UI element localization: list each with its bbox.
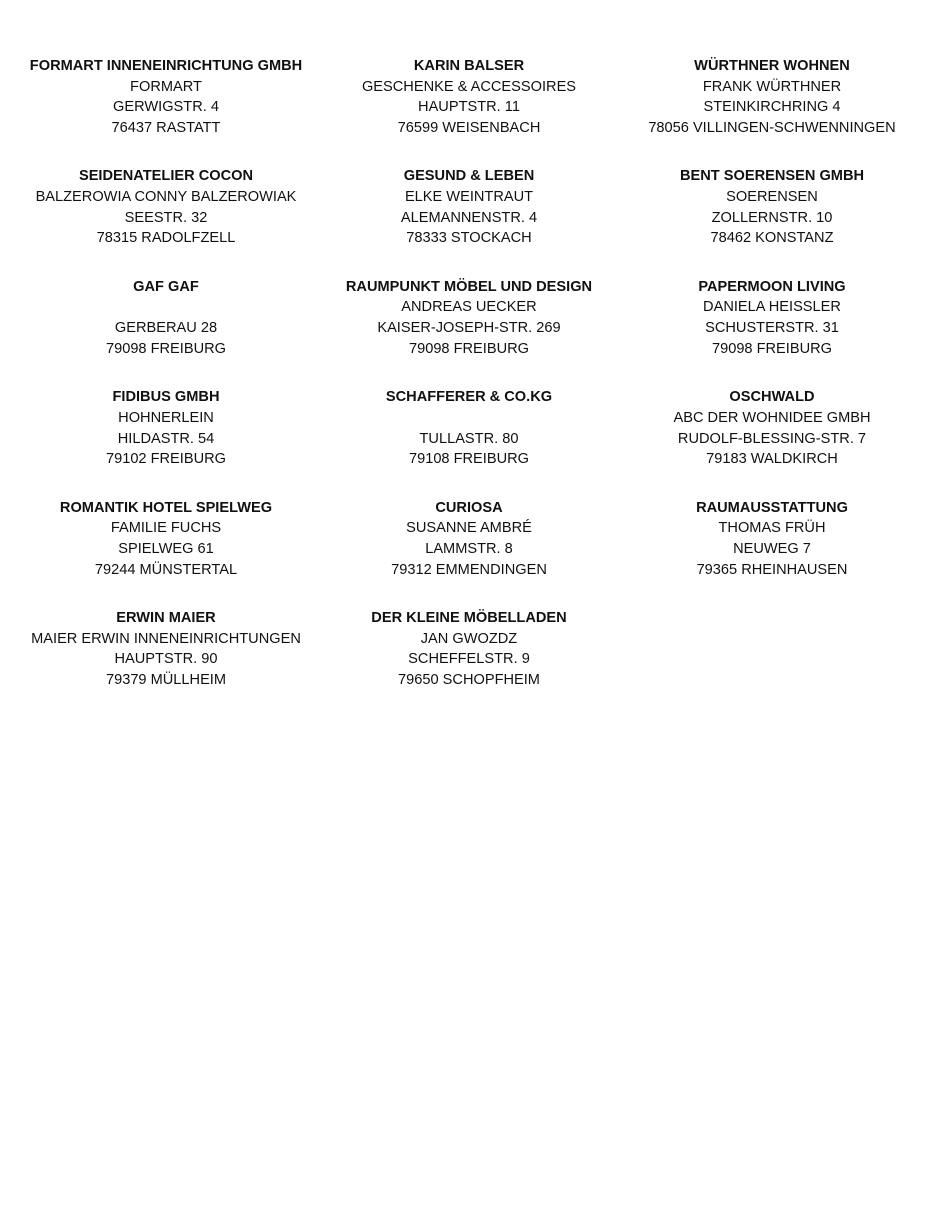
company-name: CURIOSA [435, 499, 503, 516]
address-grid [0, 56, 938, 718]
address-entry [0, 277, 332, 387]
address-entry [332, 608, 606, 718]
street-line: SPIELWEG 61 [118, 540, 214, 557]
city-line: 78315 RADOLFZELL [96, 230, 236, 247]
street-line: NEUWEG 7 [733, 540, 811, 557]
company-name: SEIDENATELIER COCON [78, 168, 254, 185]
city-line: 79102 FREIBURG [105, 451, 227, 468]
city-line: 76437 RASTATT [111, 120, 221, 137]
street-line: KAISER-JOSEPH-STR. 269 [377, 320, 561, 337]
company-name: FORMART INNENEINRICHTUNG GMBH [29, 58, 303, 74]
street-line: TULLASTR. 80 [419, 430, 519, 447]
company-name: SCHAFFERER & CO.KG [385, 389, 553, 406]
city-line: 79098 FREIBURG [711, 340, 833, 357]
address-entry [332, 277, 606, 387]
company-name: RAUMAUSSTATTUNG [696, 499, 848, 516]
address-list-page [0, 56, 938, 718]
contact-line [0, 297, 332, 318]
company-name: OSCHWALD [729, 389, 815, 406]
city-line: 76599 WEISENBACH [397, 120, 541, 137]
contact-line: ABC DER WOHNIDEE GMBH [673, 409, 871, 426]
city-line: 79098 FREIBURG [105, 340, 227, 357]
company-name: PAPERMOON LIVING [698, 278, 846, 295]
contact-line: BALZEROWIA CONNY BALZEROWIAK [35, 189, 297, 206]
contact-line [332, 408, 606, 429]
contact-line: ANDREAS UECKER [401, 299, 537, 316]
address-entry [332, 498, 606, 608]
address-entry [0, 166, 332, 276]
contact-line: FAMILIE FUCHS [110, 520, 222, 537]
company-name: RAUMPUNKT MÖBEL UND DESIGN [345, 278, 593, 295]
address-entry [0, 608, 332, 718]
address-entry [0, 498, 332, 608]
city-line: 79108 FREIBURG [408, 451, 530, 468]
address-entry [332, 56, 606, 166]
contact-line: DANIELA HEISSLER [703, 299, 841, 316]
address-entry [606, 56, 938, 166]
contact-line: JAN GWOZDZ [420, 630, 518, 647]
contact-line: ELKE WEINTRAUT [404, 189, 534, 206]
address-entry [606, 277, 938, 387]
company-name: ROMANTIK HOTEL SPIELWEG [59, 499, 273, 516]
address-entry [606, 166, 938, 276]
contact-line: HOHNERLEIN [118, 409, 214, 426]
city-line: 78056 VILLINGEN-SCHWENNINGEN [648, 120, 896, 137]
company-name: KARIN BALSER [413, 58, 525, 74]
street-line: SCHUSTERSTR. 31 [705, 320, 839, 337]
address-entry [606, 387, 938, 497]
street-line: GERBERAU 28 [114, 320, 218, 337]
street-line: GERWIGSTR. 4 [113, 99, 219, 116]
street-line: HAUPTSTR. 11 [418, 99, 520, 116]
address-entry [332, 166, 606, 276]
company-name: GESUND & LEBEN [403, 168, 535, 185]
contact-line: SUSANNE AMBRÉ [406, 520, 532, 537]
city-line: 79365 RHEINHAUSEN [696, 561, 848, 578]
city-line: 79379 MÜLLHEIM [105, 672, 227, 689]
contact-line: FORMART [130, 78, 202, 95]
street-line: ALEMANNENSTR. 4 [400, 209, 538, 226]
company-name: WÜRTHNER WOHNEN [694, 58, 850, 74]
address-entry [606, 498, 938, 608]
contact-line: THOMAS FRÜH [718, 520, 826, 537]
city-line: 79650 SCHOPFHEIM [398, 672, 540, 689]
city-line: 79183 WALDKIRCH [706, 451, 838, 468]
city-line: 79312 EMMENDINGEN [391, 561, 547, 578]
address-entry [0, 387, 332, 497]
street-line: HILDASTR. 54 [117, 430, 215, 447]
city-line: 79098 FREIBURG [408, 340, 530, 357]
contact-line: SOERENSEN [726, 189, 818, 206]
company-name: DER KLEINE MÖBELLADEN [371, 609, 567, 626]
city-line: 78462 KONSTANZ [710, 230, 834, 247]
street-line: SCHEFFELSTR. 9 [408, 651, 530, 668]
street-line: RUDOLF-BLESSING-STR. 7 [677, 430, 867, 447]
company-name: GAF GAF [133, 278, 199, 295]
contact-line: GESCHENKE & ACCESSOIRES [361, 78, 577, 95]
street-line: STEINKIRCHRING 4 [703, 99, 841, 116]
company-name: ERWIN MAIER [116, 609, 216, 626]
company-name: BENT SOERENSEN GMBH [679, 168, 865, 185]
city-line: 78333 STOCKACH [406, 230, 532, 247]
address-entry [332, 387, 606, 497]
street-line: LAMMSTR. 8 [425, 540, 513, 557]
address-entry [0, 56, 332, 166]
street-line: ZOLLERNSTR. 10 [711, 209, 833, 226]
contact-line: FRANK WÜRTHNER [702, 78, 842, 95]
contact-line: MAIER ERWIN INNENEINRICHTUNGEN [31, 630, 301, 647]
street-line: SEESTR. 32 [124, 209, 208, 226]
street-line: HAUPTSTR. 90 [114, 651, 218, 668]
company-name: FIDIBUS GMBH [112, 389, 220, 406]
city-line: 79244 MÜNSTERTAL [94, 561, 238, 578]
